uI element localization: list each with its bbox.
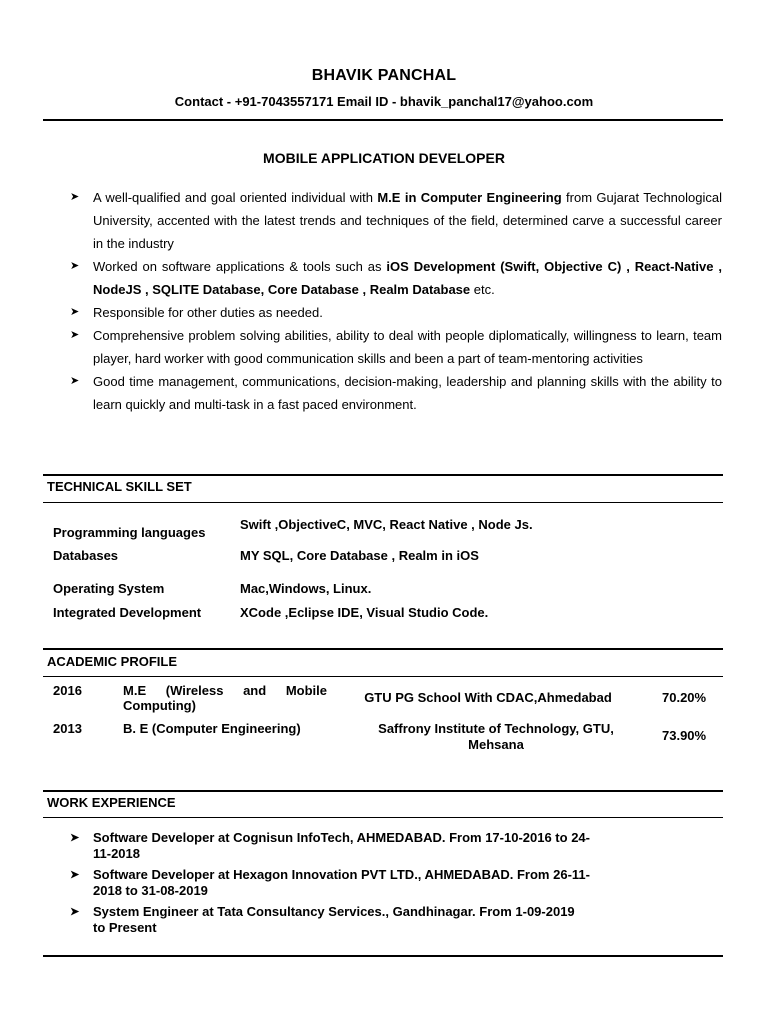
summary-text: from Gujarat Technological University, accented with the latest trends and techniques of the field, determined carve a successful career in the industry: [93, 190, 722, 251]
summary-text: Good time management, communications, decision-making, leadership and planning skills with the ability to learn quickly and multi-task in a fast paced environment.: [93, 374, 722, 412]
summary-list: [70, 186, 722, 416]
work-title-divider: [43, 817, 723, 818]
summary-item: [70, 255, 722, 301]
work-top-divider: [43, 790, 723, 792]
skill-label-databases: Databases: [53, 548, 119, 563]
work-item: [70, 830, 590, 862]
technical-top-divider: [43, 474, 723, 476]
arrow-bullet-icon: ➤: [70, 260, 80, 272]
skill-label-ide: Integrated Development: [53, 605, 202, 620]
academic-score: 70.20%: [662, 690, 707, 705]
skill-value-ide: XCode ,Eclipse IDE, Visual Studio Code.: [240, 605, 489, 620]
academic-section-title: ACADEMIC PROFILE: [47, 654, 177, 669]
summary-item: [70, 301, 722, 324]
work-item: [70, 904, 590, 936]
technical-section-title: TECHNICAL SKILL SET: [47, 479, 192, 494]
academic-year: 2013: [53, 721, 82, 736]
skill-label-programming: Programming languages: [53, 525, 206, 540]
summary-text: Worked on software applications & tools such as: [93, 259, 387, 274]
arrow-bullet-icon: ➤: [70, 375, 80, 387]
work-item-text: Software Developer at Cognisun InfoTech, AHMEDABAD. From 17-10-2016 to 24-11-2018: [93, 830, 590, 861]
skill-label-os: Operating System: [53, 581, 165, 596]
work-list: [70, 830, 590, 941]
academic-score: 73.90%: [662, 728, 707, 743]
skill-value-os: Mac,Windows, Linux.: [240, 581, 372, 596]
academic-top-divider: [43, 648, 723, 650]
summary-item: [70, 370, 722, 416]
summary-text: Responsible for other duties as needed.: [93, 305, 323, 320]
summary-highlight: M.E in Computer Engineering: [377, 190, 562, 205]
academic-institute: Saffrony Institute of Technology, GTU, Mehsana: [378, 721, 614, 752]
academic-title-divider: [43, 676, 723, 677]
academic-institute: GTU PG School With CDAC,Ahmedabad: [364, 690, 612, 705]
footer-divider: [43, 955, 723, 957]
academic-degree: B. E (Computer Engineering): [123, 721, 301, 736]
summary-highlight: iOS Development (Swift, Objective C) , React-Native , NodeJS , SQLITE Database, Core Database , Realm Database: [93, 259, 722, 297]
summary-text: Comprehensive problem solving abilities, ability to deal with people diplomatically, willingness to learn, team player, hard worker with good communication skills and been a part of team-mentoring activities: [93, 328, 722, 366]
technical-title-divider: [43, 502, 723, 503]
header-divider: [43, 119, 723, 121]
academic-year: 2016: [53, 683, 82, 698]
summary-text: etc.: [470, 282, 495, 297]
work-item: [70, 867, 590, 899]
skill-value-programming: Swift ,ObjectiveC, MVC, React Native , Node Js.: [240, 517, 533, 532]
summary-text: A well-qualified and goal oriented individual with: [93, 190, 378, 205]
arrow-bullet-icon: ➤: [70, 906, 80, 918]
arrow-bullet-icon: ➤: [70, 191, 80, 203]
arrow-bullet-icon: ➤: [70, 832, 80, 844]
arrow-bullet-icon: ➤: [70, 869, 80, 881]
contact-line: Contact - +91-7043557171 Email ID - bhavik_panchal17@yahoo.com: [174, 94, 594, 109]
work-section-title: WORK EXPERIENCE: [47, 795, 176, 810]
candidate-name: BHAVIK PANCHAL: [311, 67, 457, 84]
summary-item: [70, 324, 722, 370]
skill-value-databases: MY SQL, Core Database , Realm in iOS: [240, 548, 479, 563]
arrow-bullet-icon: ➤: [70, 329, 80, 341]
work-item-text: System Engineer at Tata Consultancy Services., Gandhinagar. From 1-09-2019 to Present: [93, 904, 575, 935]
objective-title: MOBILE APPLICATION DEVELOPER: [263, 150, 505, 166]
work-item-text: Software Developer at Hexagon Innovation PVT LTD., AHMEDABAD. From 26-11-2018 to 31-08-2019: [93, 867, 590, 898]
academic-degree: M.E (Wireless and Mobile Computing): [123, 683, 327, 713]
summary-item: [70, 186, 722, 255]
arrow-bullet-icon: ➤: [70, 306, 80, 318]
